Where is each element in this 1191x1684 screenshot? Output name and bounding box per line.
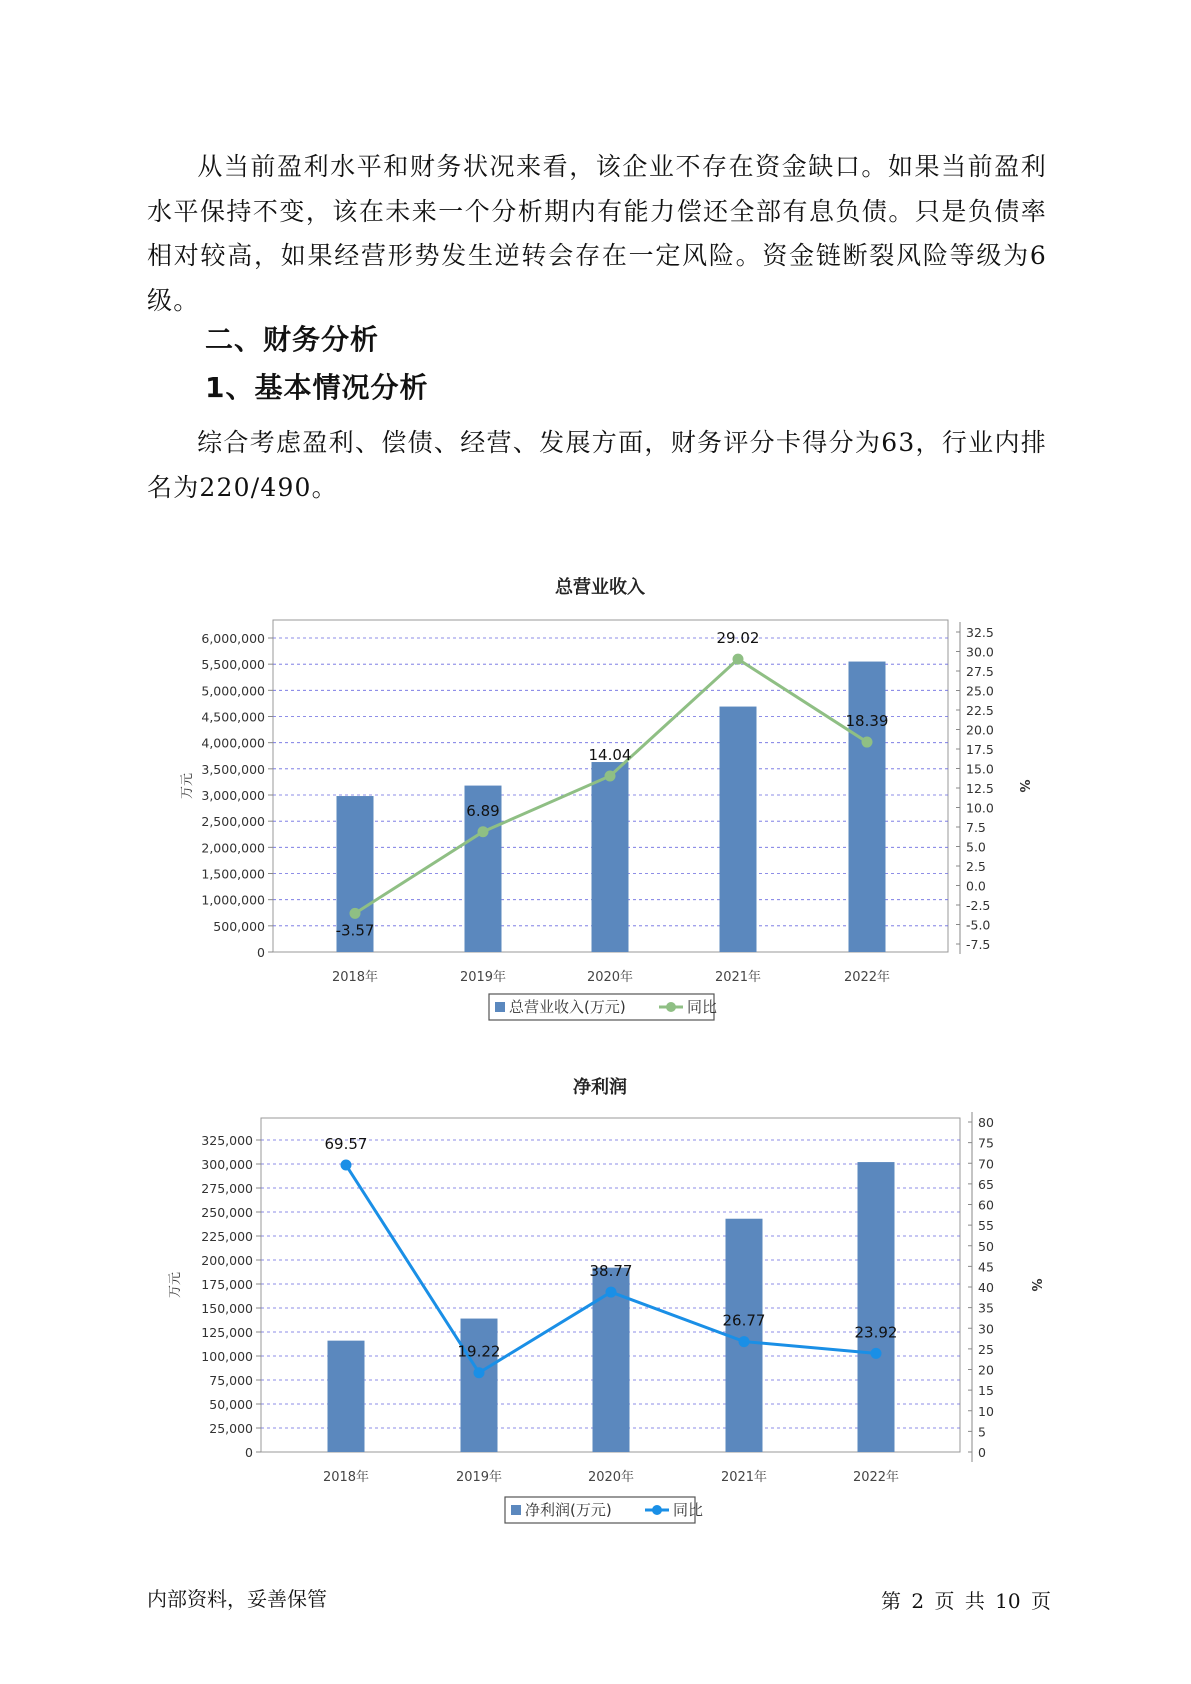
line-point [739,1336,750,1347]
x-tick-label: 2021年 [714,970,762,985]
y2-tick-label: 65 [978,1176,994,1192]
y-tick-label: 5,000,000 [201,683,265,699]
x-tick-label: 2021年 [720,1470,768,1485]
y2-tick-label: 20.0 [966,722,994,738]
data-label: 69.57 [324,1135,368,1154]
y2-tick-label: 27.5 [966,664,994,679]
legend-bar-swatch [511,1505,521,1515]
line-point [606,1287,617,1298]
y2-tick-label: 32.5 [966,625,994,640]
y-tick-label: 0 [245,1445,253,1460]
y2-tick-label: 70 [978,1156,994,1172]
line-point [871,1348,882,1359]
y2-tick-label: 5.0 [966,839,986,855]
x-tick-label: 2022年 [852,1470,900,1485]
y-tick-label: 150,000 [201,1301,253,1316]
y2-tick-label: 75 [978,1135,994,1151]
y2-tick-label: 10.0 [966,800,994,816]
y2-tick-label: 40 [978,1280,994,1295]
y-tick-label: 6,000,000 [201,631,265,646]
x-tick-label: 2020年 [586,970,634,985]
paragraph-capital-gap: 从当前盈利水平和财务状况来看，该企业不存在资金缺口。如果当前盈利水平保持不变，该在未来一个分析期内有能力偿还全部有息负债。只是负债率相对较高，如果经营形势发生逆转会存在一定风险。资金链断裂风险等级为6级。 [147,152,1047,315]
y-tick-label: 250,000 [201,1205,253,1220]
y2-tick-label: 30 [978,1321,994,1337]
y2-tick-label: -5.0 [966,917,991,933]
y-axis-label: 万元 [168,1271,183,1299]
y-tick-label: 75,000 [209,1373,253,1388]
data-label: 6.89 [466,801,500,820]
y-tick-label: 1,000,000 [201,892,265,908]
legend-bar-label: 总营业收入(万元) [509,998,626,1016]
y-tick-label: 2,500,000 [201,814,265,830]
subsection-heading-basic-analysis: 1、基本情况分析 [205,371,429,404]
y2-tick-label: 30.0 [966,644,994,660]
y-tick-label: 300,000 [201,1157,253,1172]
data-label: 38.77 [589,1262,633,1281]
y-tick-label: 225,000 [201,1229,253,1244]
footer-page-number: 第 2 页 共 10 页 [881,1589,1051,1613]
y-tick-label: 0 [257,945,265,960]
y2-tick-label: 0 [978,1445,986,1460]
legend-line-label: 同比 [673,1501,704,1519]
y-tick-label: 1,500,000 [201,866,265,882]
data-label: 14.04 [588,745,632,764]
y-tick-label: 200,000 [201,1253,253,1268]
y2-tick-label: 25 [978,1341,994,1357]
section-heading-financial-analysis: 二、财务分析 [205,323,380,356]
x-tick-label: 2018年 [322,1470,370,1485]
paragraph-score-card: 综合考虑盈利、偿债、经营、发展方面，财务评分卡得分为63，行业内排名为220/490。 [147,428,1047,502]
y-tick-label: 175,000 [201,1277,253,1292]
chart-title: 总营业收入 [555,577,645,598]
y2-tick-label: -2.5 [966,898,991,913]
y-tick-label: 125,000 [201,1325,253,1340]
data-label: 29.02 [716,629,760,648]
y-tick-label: 275,000 [201,1181,253,1196]
legend-line-label: 同比 [687,998,718,1016]
bar [858,1162,895,1452]
y-tick-label: 325,000 [201,1133,253,1148]
y2-tick-label: 5 [978,1424,986,1440]
legend-line-marker [652,1505,662,1515]
y-tick-label: 3,000,000 [201,788,265,803]
y2-tick-label: 60 [978,1197,994,1213]
data-label: 23.92 [854,1323,898,1342]
y-tick-label: 4,500,000 [201,709,265,725]
y2-tick-label: 15 [978,1383,994,1399]
x-tick-label: 2019年 [455,1470,503,1485]
x-tick-label: 2019年 [459,970,507,985]
bar [328,1341,365,1452]
y2-tick-label: 15.0 [966,761,994,777]
line-point [474,1367,485,1378]
y-tick-label: 2,000,000 [201,840,265,856]
y2-tick-label: 25.0 [966,683,994,699]
data-label: 26.77 [722,1311,766,1330]
y2-tick-label: -7.5 [966,937,991,952]
y2-tick-label: 10 [978,1403,994,1419]
y-tick-label: 100,000 [201,1349,253,1364]
y2-tick-label: 20 [978,1362,994,1378]
footer-confidential-note: 内部资料，妥善保管 [147,1587,327,1611]
y2-tick-label: 17.5 [966,742,994,757]
y2-tick-label: 50 [978,1238,994,1254]
y-tick-label: 4,000,000 [201,735,265,751]
legend-bar-label: 净利润(万元) [525,1501,612,1519]
y2-tick-label: 35 [978,1300,994,1316]
y2-tick-label: 55 [978,1218,994,1234]
y2-tick-label: 45 [978,1259,994,1275]
y-tick-label: 500,000 [213,918,265,934]
x-tick-label: 2022年 [843,970,891,985]
y-tick-label: 25,000 [209,1421,253,1436]
y-tick-label: 5,500,000 [201,657,265,673]
line-point [341,1160,352,1171]
y2-tick-label: 12.5 [966,781,994,796]
y-tick-label: 50,000 [209,1397,253,1412]
y2-tick-label: 2.5 [966,859,986,874]
y2-tick-label: 22.5 [966,703,994,718]
y2-tick-label: 0.0 [966,878,986,894]
y2-tick-label: 7.5 [966,820,986,835]
data-label: 18.39 [845,712,889,731]
x-tick-label: 2018年 [331,970,379,985]
y-axis-label: 万元 [180,772,195,800]
chart-title: 净利润 [573,1077,627,1098]
y2-axis-label: % [1016,779,1031,793]
y-tick-label: 3,500,000 [201,761,265,777]
y2-axis-label: % [1028,1278,1043,1292]
y2-tick-label: 80 [978,1115,994,1130]
data-label: -3.57 [335,921,375,940]
data-label: 19.22 [457,1342,501,1361]
x-tick-label: 2020年 [587,1470,635,1485]
bar [461,1319,498,1452]
